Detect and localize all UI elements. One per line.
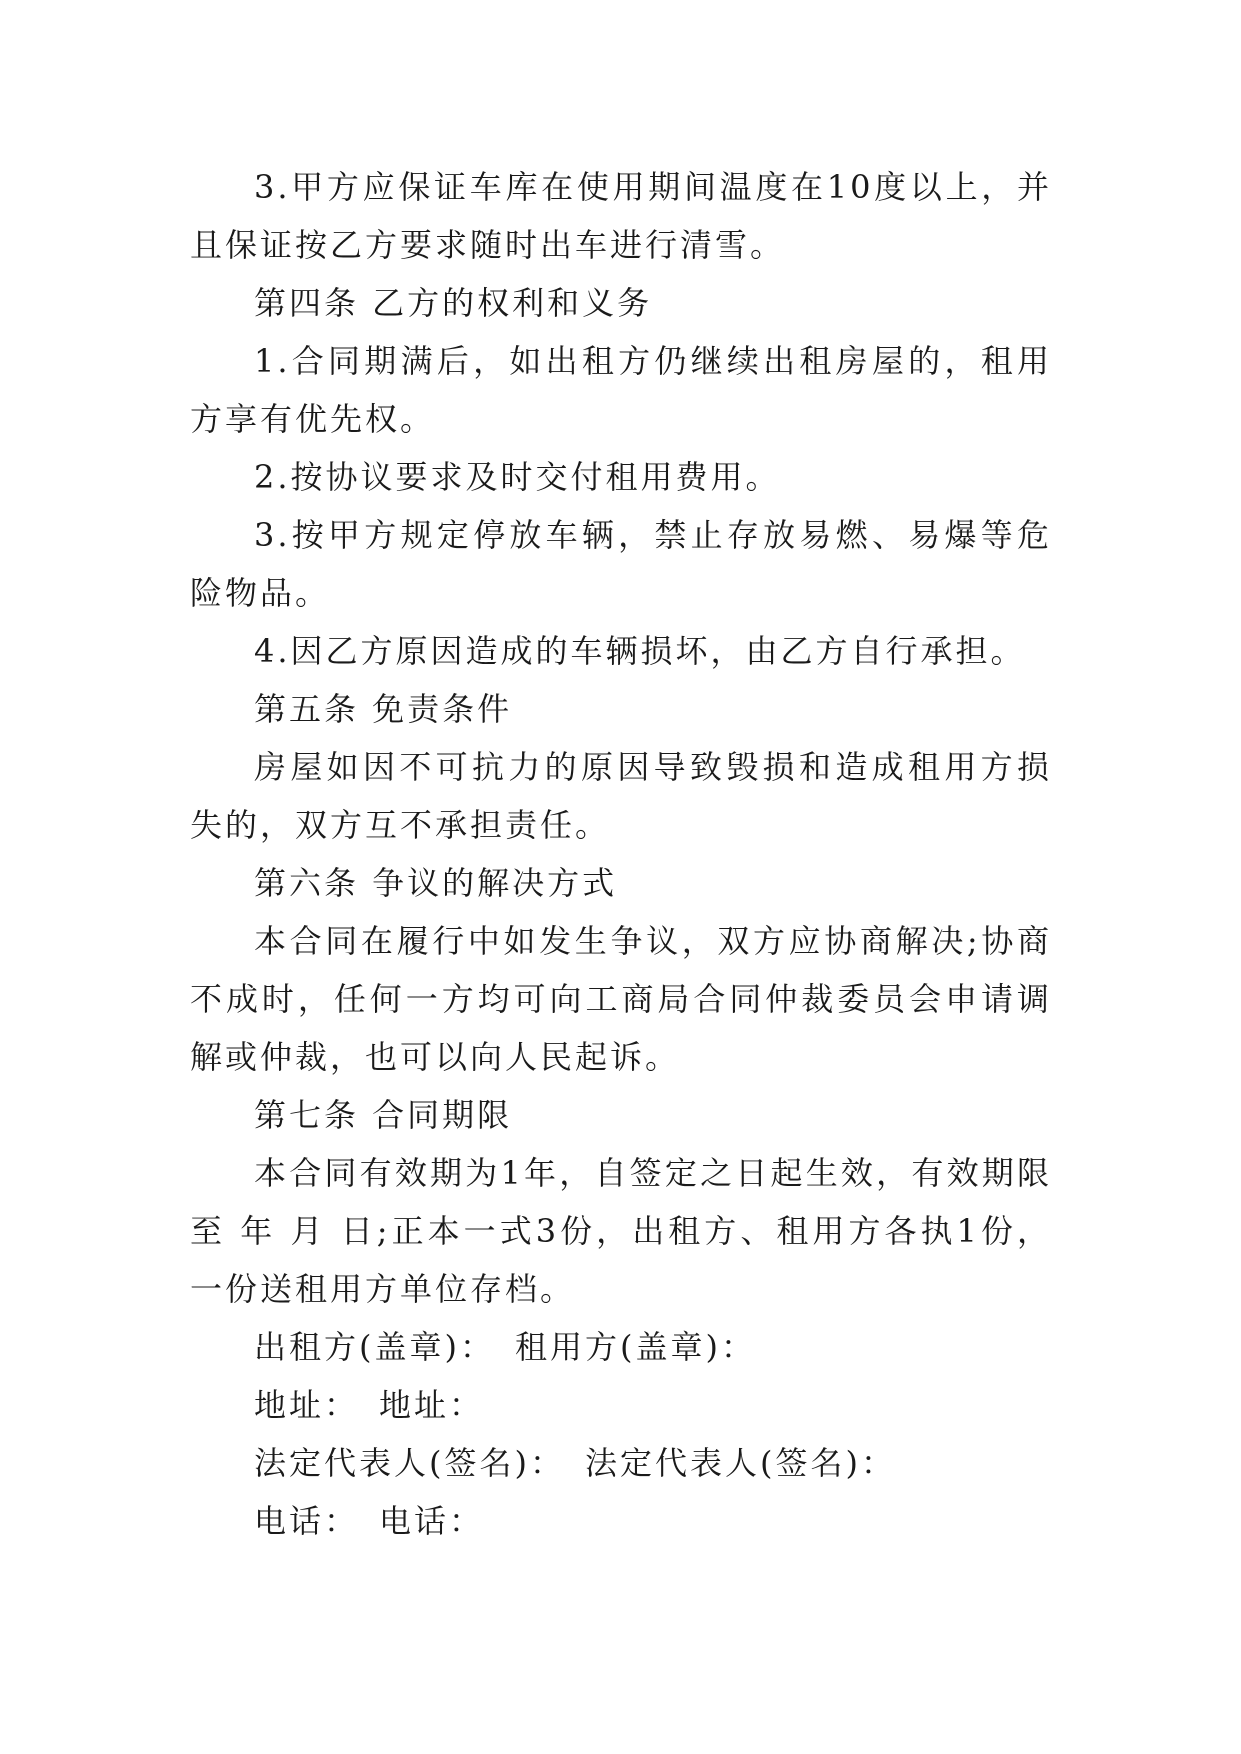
signature-phone-row [190, 1492, 1052, 1550]
lessee-rep-label: 法定代表人(签名)： [584, 1444, 896, 1482]
lessor-address-label: 地址： [254, 1386, 360, 1424]
signature-seal-row [190, 1318, 1052, 1376]
clause-2-payment: 2.按协议要求及时交付租用费用。 [254, 458, 781, 496]
article-4-heading: 第四条 乙方的权利和义务 [254, 284, 653, 322]
lessor-rep-label: 法定代表人(签名)： [254, 1444, 565, 1482]
article-5-body: 房屋如因不可抗力的原因导致毁损和造成租用方损失的，双方互不承担责任。 [190, 748, 1052, 844]
lessee-phone-label: 电话： [379, 1502, 485, 1540]
lessor-phone-label: 电话： [254, 1502, 360, 1540]
clause-3-heating: 3.甲方应保证车库在使用期间温度在10度以上，并且保证按乙方要求随时出车进行清雪。 [190, 168, 1052, 264]
lessee-address-label: 地址： [379, 1386, 485, 1424]
signature-address-row [190, 1376, 1052, 1434]
article-7-heading: 第七条 合同期限 [254, 1096, 513, 1134]
lessor-seal-label: 出租方(盖章)： [254, 1328, 495, 1366]
article-6-body: 本合同在履行中如发生争议，双方应协商解决;协商不成时，任何一方均可向工商局合同仲裁委员会申请调解或仲裁，也可以向人民起诉。 [190, 922, 1052, 1076]
lessee-seal-label: 租用方(盖章)： [514, 1328, 756, 1366]
article-6-heading: 第六条 争议的解决方式 [254, 864, 618, 902]
signature-rep-row [190, 1434, 1052, 1492]
document-page [190, 158, 1052, 1550]
clause-4-damage: 4.因乙方原因造成的车辆损坏，由乙方自行承担。 [254, 632, 1026, 670]
article-5-heading: 第五条 免责条件 [254, 690, 513, 728]
article-7-body: 本合同有效期为1年，自签定之日起生效，有效期限至 年 月 日;正本一式3份，出租方、租用方各执1份，一份送租用方单位存档。 [190, 1154, 1052, 1308]
clause-1-priority: 1.合同期满后，如出租方仍继续出租房屋的，租用方享有优先权。 [190, 342, 1052, 438]
clause-3-parking: 3.按甲方规定停放车辆，禁止存放易燃、易爆等危险物品。 [190, 516, 1052, 612]
